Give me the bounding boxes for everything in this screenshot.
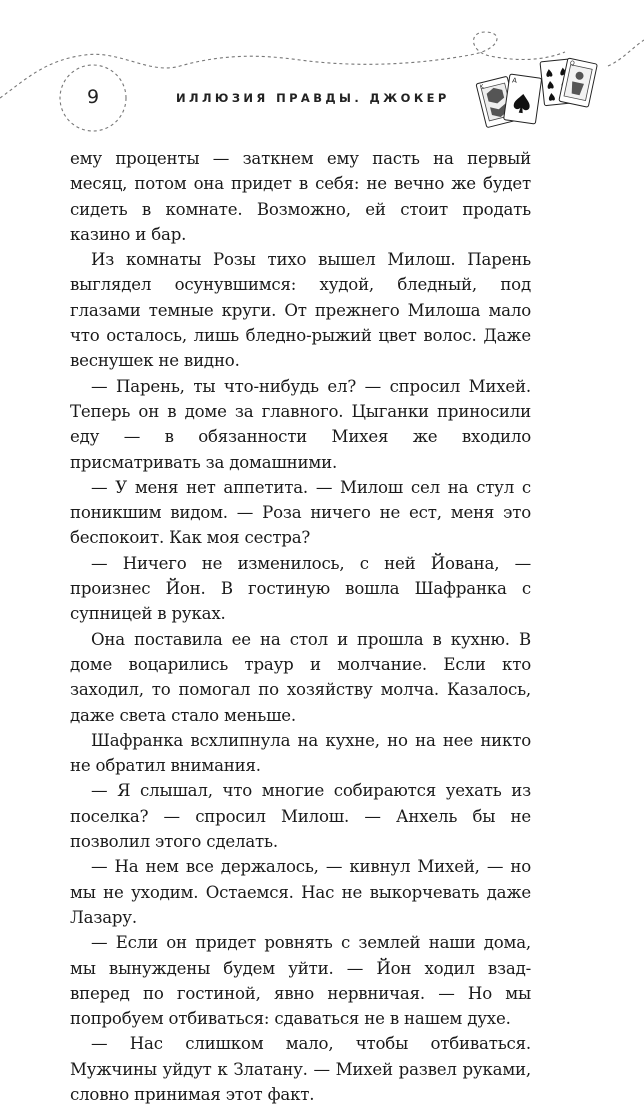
page-number: 9 — [86, 86, 100, 108]
body-text — [70, 146, 531, 1107]
paragraph: Из комнаты Розы тихо вышел Милош. Парень выглядел осунувшимся: худой, бледный, под глазами темные круги. От прежнего Милоша мало что осталось, лишь бледно-рыжий цвет волос. Даже веснушек не видно. — [70, 250, 531, 371]
svg-text:A: A — [511, 76, 518, 85]
paragraph: Шафранка всхлипнула на кухне, но на нее никто не обратил внимания. — [70, 730, 531, 776]
paragraph: — Парень, ты что-нибудь ел? — спросил Михей. Теперь он в доме за главного. Цыганки приносили еду — в обязанности Михея же входило присматривать за домашними. — [70, 376, 531, 472]
paragraph: — Я слышал, что многие собираются уехать из поселка? — спросил Милош. — Анхель бы не позволил этого сделать. — [70, 781, 531, 852]
svg-text:Q: Q — [569, 59, 576, 68]
paragraph: — На нем все держалось, — кивнул Михей, — но мы не уходим. Остаемся. Нас не выкорчевать даже Лазару. — [70, 857, 531, 927]
paragraph: ему проценты — заткнем ему пасть на первый месяц, потом она придет в себя: не вечно же будет сидеть в комнате. Возможно, ей стоит продать казино и бар. — [70, 149, 531, 244]
paragraph: Она поставила ее на стол и прошла в кухню. В доме воцарились траур и молчание. Если кто заходил, то помогал по хозяйству молча. Казалось, даже света стало меньше. — [70, 629, 531, 725]
playing-cards-icon — [476, 58, 597, 128]
paragraph: — Ничего не изменилось, с ней Йована, — произнес Йон. В гостиную вошла Шафранка с супницей в руках. — [70, 553, 531, 624]
header-decoration — [0, 0, 644, 150]
paragraph: — Нас слишком мало, чтобы отбиваться. Мужчины уйдут к Златану. — Михей развел руками, словно принимая этот факт. — [70, 1034, 531, 1104]
running-title: ИЛЛЮЗИЯ ПРАВДЫ. ДЖОКЕР — [176, 91, 450, 105]
paragraph: — Если он придет ровнять с землей наши дома, мы вынуждены будем уйти. — Йон ходил взад-вперед по гостиной, явно нервничая. — Но мы попробуем отбиваться: сдаваться не в нашем духе. — [70, 933, 531, 1029]
svg-text:K: K — [479, 83, 485, 92]
paragraph: — У меня нет аппетита. — Милош сел на стул с поникшим видом. — Роза ничего не ест, меня это беспокоит. Как моя сестра? — [70, 477, 531, 548]
dashed-thread-right — [608, 40, 644, 66]
